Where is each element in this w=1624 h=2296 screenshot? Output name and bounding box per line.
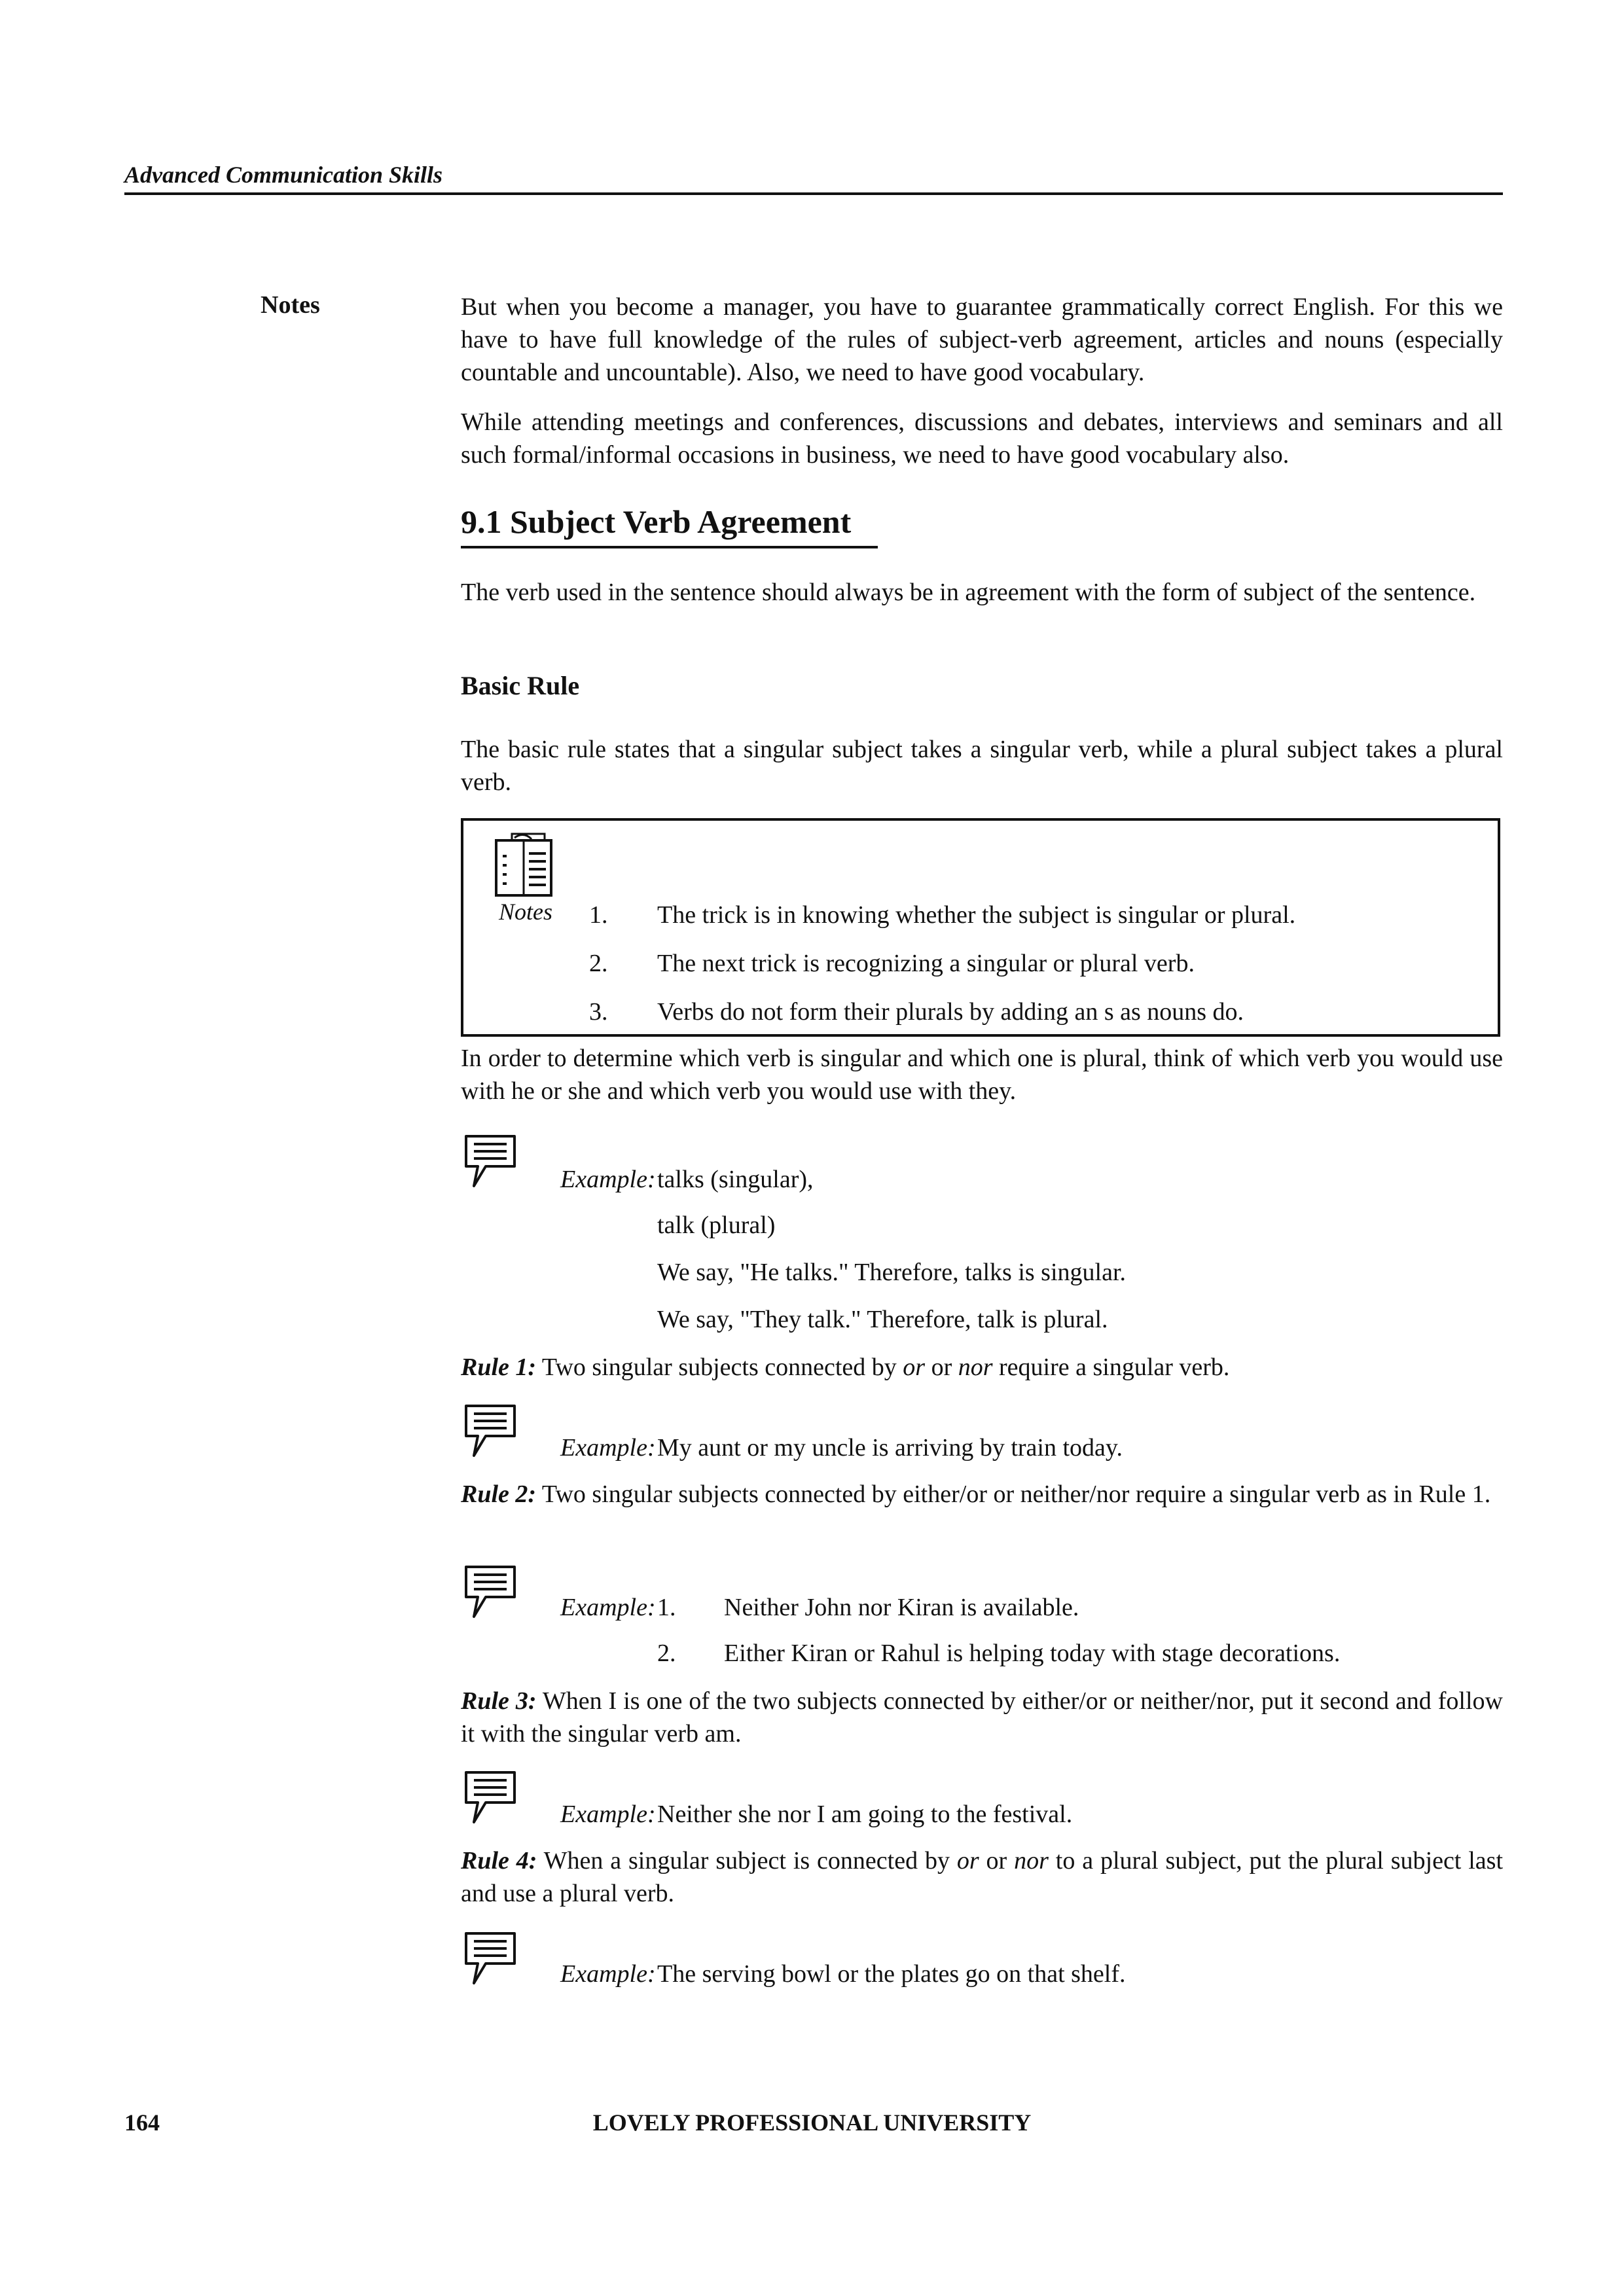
rule-4: Rule 4: When a singular subject is connected by or or nor to a plural subject, put the plural subject last and use a plural verb. [461,1847,1504,1907]
rule-label: Rule 2: [461,1480,537,1508]
rule-label: Rule 1: [461,1354,537,1381]
notes-item-number: 3. [589,998,608,1026]
example-line: Neither John nor Kiran is available. [724,1594,1079,1621]
example-line: We say, "They talk." Therefore, talk is plural. [657,1306,1108,1333]
rule-2: Rule 2: Two singular subjects connected by either/or or neither/nor require a singular verb as in Rule 1. [461,1480,1491,1508]
example-speech-icon [463,1770,517,1825]
rule-label: Rule 4: [461,1847,537,1874]
example-line: Either Kiran or Rahul is helping today with stage decorations. [724,1640,1341,1667]
notes-item-text: Verbs do not form their plurals by adding an s as nouns do. [657,998,1244,1026]
notes-item-number: 1. [589,901,608,929]
section-title-underline [461,546,878,548]
margin-notes-label: Notes [261,291,320,319]
footer-university: LOVELY PROFESSIONAL UNIVERSITY [592,2109,1032,2136]
header-divider [124,192,1503,195]
notes-item-text: The next trick is recognizing a singular or plural verb. [657,950,1195,977]
notes-item-number: 2. [589,950,608,977]
section-title: 9.1 Subject Verb Agreement [461,503,852,540]
notes-item-text: The trick is in knowing whether the subject is singular or plural. [657,901,1296,929]
section-intro-text: The verb used in the sentence should always be in agreement with the form of subject of the sentence. [461,579,1476,606]
rule-1: Rule 1: Two singular subjects connected by or or nor require a singular verb. [461,1354,1230,1381]
example-line: talks (singular), [657,1166,814,1193]
example-label: Example: [560,1801,656,1828]
example-line: The serving bowl or the plates go on that shelf. [657,1960,1126,1988]
example-line: We say, "He talks." Therefore, talks is singular. [657,1259,1127,1286]
example-label: Example: [560,1960,656,1988]
example-label: Example: [560,1594,656,1621]
example-label: Example: [560,1434,656,1462]
notes-book-icon [492,830,555,901]
basic-rule-heading: Basic Rule [461,671,580,700]
example-line: My aunt or my uncle is arriving by train today. [657,1434,1123,1462]
intro-paragraph-2: While attending meetings and conferences, discussions and debates, interviews and seminars and all such formal/informal occasions in business, we need to have good vocabulary also. [461,408,1503,469]
page-number: 164 [124,2109,160,2136]
example-line: talk (plural) [657,1211,776,1239]
example-number: 1. [657,1594,676,1621]
example-speech-icon [463,1134,517,1189]
example-speech-icon [463,1403,517,1458]
determine-paragraph: In order to determine which verb is singular and which one is plural, think of which verb you would use with he or she and which verb you would use with they. [461,1045,1503,1105]
notes-box-caption: Notes [499,899,553,925]
intro-paragraph-1: But when you become a manager, you have to guarantee grammatically correct English. For this we have to have full knowledge of the rules of subject-verb agreement, articles and nouns (especially countable and uncountable). Also, we need to have good vocabulary. [461,293,1503,386]
example-line: Neither she nor I am going to the festival. [657,1801,1073,1828]
example-speech-icon [463,1931,517,1986]
rule-3: Rule 3: When I is one of the two subjects connected by either/or or neither/nor, put it second and follow it with the singular verb am. [461,1687,1503,1748]
example-speech-icon [463,1564,517,1619]
basic-rule-text: The basic rule states that a singular subject takes a singular verb, while a plural subject takes a plural verb. [461,736,1503,796]
running-header: Advanced Communication Skills [124,162,443,188]
example-label: Example: [560,1166,656,1193]
example-number: 2. [657,1640,676,1667]
rule-label: Rule 3: [461,1687,537,1715]
